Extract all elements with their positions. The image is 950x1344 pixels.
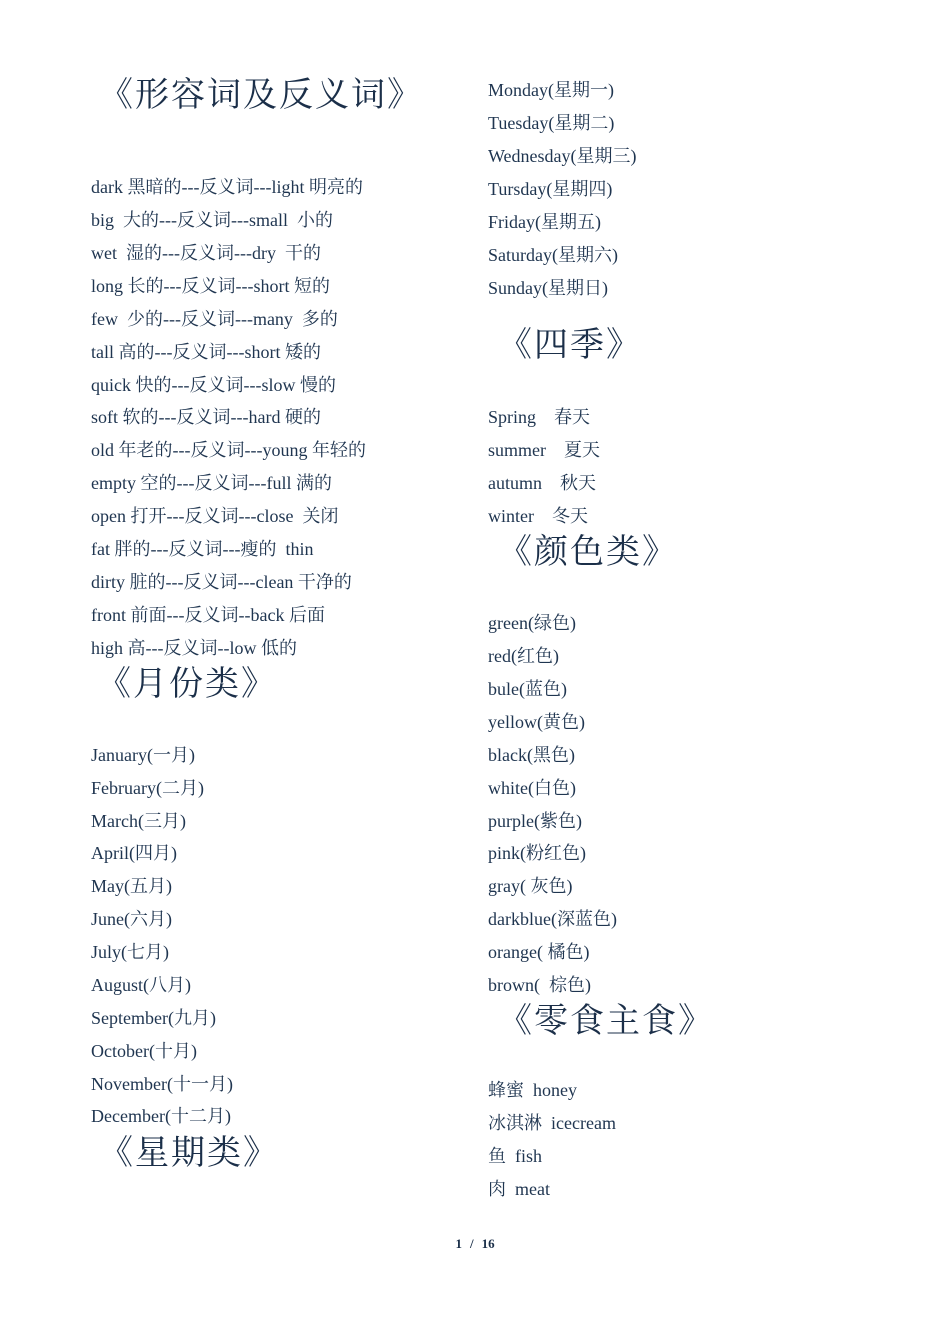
season-item: winter 冬天	[488, 506, 588, 526]
color-item: purple(紫色)	[488, 811, 582, 831]
adjective-item: long 长的---反义词---short 短的	[91, 276, 330, 296]
adjective-item: dirty 脏的---反义词---clean 干净的	[91, 572, 352, 592]
month-item: February(二月)	[91, 778, 204, 798]
month-item: June(六月)	[91, 909, 172, 929]
weekday-item: Saturday(星期六)	[488, 245, 618, 265]
weekday-item: Wednesday(星期三)	[488, 146, 637, 166]
adjectives-heading: 《形容词及反义词》	[99, 75, 423, 115]
season-item: summer 夏天	[488, 440, 600, 460]
months-heading: 《月份类》	[97, 664, 277, 704]
weekdays-heading: 《星期类》	[99, 1133, 279, 1173]
weekday-item: Sunday(星期日)	[488, 278, 608, 298]
food-item: 鱼 fish	[488, 1146, 542, 1166]
month-item: July(七月)	[91, 942, 169, 962]
color-item: darkblue(深蓝色)	[488, 909, 617, 929]
season-item: Spring 春天	[488, 407, 591, 427]
total-pages: 16	[481, 1236, 495, 1251]
adjective-item: tall 高的---反义词---short 矮的	[91, 342, 321, 362]
colors-heading: 《颜色类》	[498, 532, 678, 572]
color-item: black(黑色)	[488, 745, 575, 765]
adjective-item: open 打开---反义词---close 关闭	[91, 506, 339, 526]
adjective-item: dark 黑暗的---反义词---light 明亮的	[91, 177, 363, 197]
month-item: December(十二月)	[91, 1106, 231, 1126]
weekday-item: Tursday(星期四)	[488, 179, 613, 199]
color-item: red(红色)	[488, 646, 559, 666]
month-item: September(九月)	[91, 1008, 216, 1028]
color-item: brown( 棕色)	[488, 975, 591, 995]
month-item: November(十一月)	[91, 1074, 233, 1094]
adjective-item: quick 快的---反义词---slow 慢的	[91, 375, 336, 395]
page-separator: /	[469, 1236, 474, 1251]
weekday-item: Tuesday(星期二)	[488, 113, 615, 133]
month-item: April(四月)	[91, 843, 177, 863]
current-page: 1	[455, 1236, 462, 1251]
food-heading: 《零食主食》	[498, 1001, 714, 1041]
color-item: white(白色)	[488, 778, 576, 798]
food-item: 冰淇淋 icecream	[488, 1113, 616, 1133]
adjective-item: soft 软的---反义词---hard 硬的	[91, 407, 321, 427]
page-number	[0, 1236, 950, 1252]
adjective-item: wet 湿的---反义词---dry 干的	[91, 243, 321, 263]
color-item: pink(粉红色)	[488, 843, 586, 863]
color-item: gray( 灰色)	[488, 876, 573, 896]
adjective-item: fat 胖的---反义词---瘦的 thin	[91, 539, 314, 559]
month-item: May(五月)	[91, 876, 172, 896]
seasons-heading: 《四季》	[498, 325, 642, 365]
adjective-item: high 高---反义词--low 低的	[91, 638, 297, 658]
color-item: green(绿色)	[488, 613, 576, 633]
adjective-item: old 年老的---反义词---young 年轻的	[91, 440, 366, 460]
weekday-item: Monday(星期一)	[488, 80, 614, 100]
month-item: August(八月)	[91, 975, 191, 995]
color-item: orange( 橘色)	[488, 942, 590, 962]
month-item: January(一月)	[91, 745, 195, 765]
color-item: yellow(黄色)	[488, 712, 585, 732]
adjective-item: front 前面---反义词--back 后面	[91, 605, 325, 625]
adjective-item: empty 空的---反义词---full 满的	[91, 473, 332, 493]
color-item: bule(蓝色)	[488, 679, 567, 699]
weekday-item: Friday(星期五)	[488, 212, 601, 232]
food-item: 肉 meat	[488, 1179, 550, 1199]
season-item: autumn 秋天	[488, 473, 596, 493]
month-item: March(三月)	[91, 811, 186, 831]
food-item: 蜂蜜 honey	[488, 1080, 577, 1100]
month-item: October(十月)	[91, 1041, 197, 1061]
adjective-item: few 少的---反义词---many 多的	[91, 309, 338, 329]
adjective-item: big 大的---反义词---small 小的	[91, 210, 333, 230]
